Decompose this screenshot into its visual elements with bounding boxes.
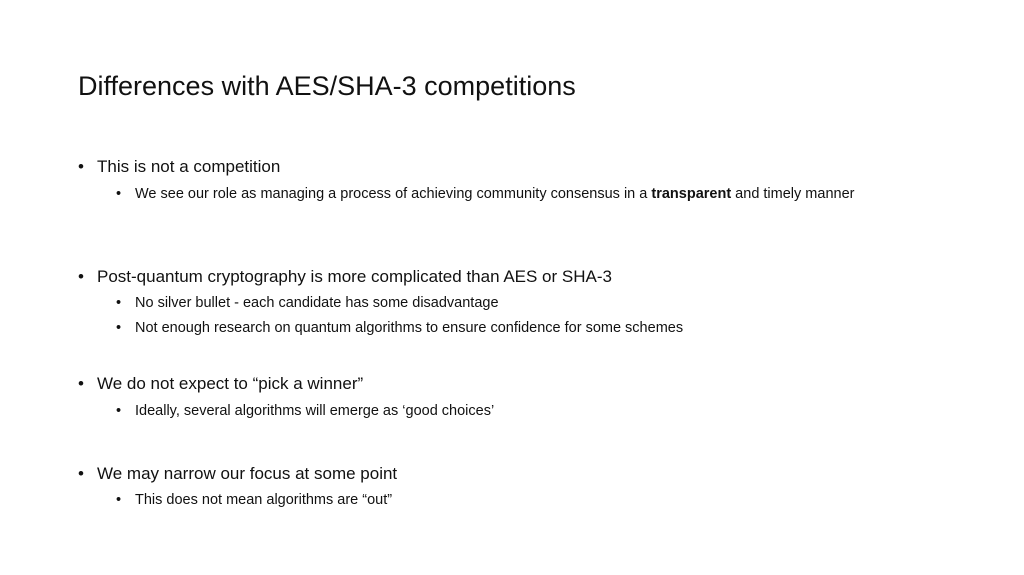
sub-bullet-dot-icon: • — [116, 492, 122, 508]
sub-bullet-text-post: and timely manner — [731, 186, 855, 202]
sub-bullet-dot-icon: • — [116, 403, 122, 419]
bullet-dot-icon: • — [78, 374, 84, 393]
bullet-text: We do not expect to “pick a winner” — [97, 374, 364, 393]
sub-bullet-text-bold: transparent — [651, 186, 732, 202]
sub-bullet-dot-icon: • — [116, 186, 122, 202]
bullet-text: We may narrow our focus at some point — [97, 464, 398, 483]
sub-bullet-dot-icon: • — [116, 320, 122, 336]
sub-bullet-text: Not enough research on quantum algorithms to ensure confidence for some schemes — [135, 320, 684, 336]
sub-bullet-dot-icon: • — [116, 295, 122, 311]
bullet-dot-icon: • — [78, 267, 84, 286]
sub-bullet-text: No silver bullet - each candidate has some disadvantage — [135, 295, 499, 311]
bullet-dot-icon: • — [78, 464, 84, 483]
sub-bullet-text-pre: We see our role as managing a process of achieving community consensus in a — [135, 186, 652, 202]
bullet-dot-icon: • — [78, 157, 84, 176]
sub-bullet-text: This does not mean algorithms are “out” — [135, 492, 393, 508]
bullet-text: Post-quantum cryptography is more complicated than AES or SHA-3 — [97, 267, 612, 286]
slide-title: Differences with AES/SHA-3 competitions — [78, 71, 576, 101]
sub-bullet-text — [135, 184, 905, 204]
bullet-text: This is not a competition — [97, 157, 281, 176]
sub-bullet-text: Ideally, several algorithms will emerge as ‘good choices’ — [135, 403, 495, 419]
